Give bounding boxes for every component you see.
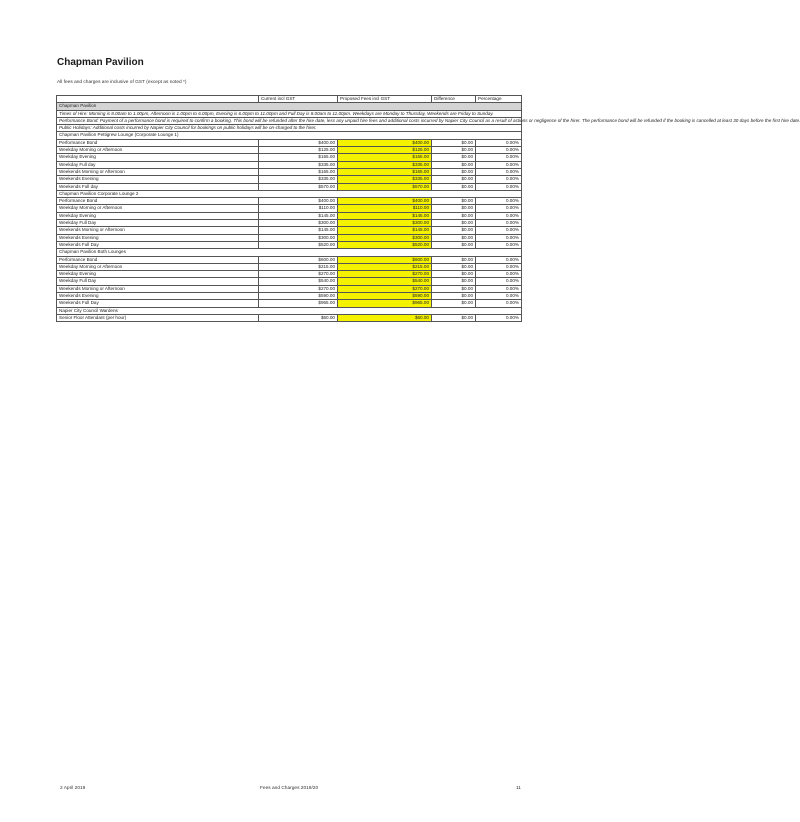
fee-label-cell: Senior Floor Attendant (per hour) bbox=[57, 314, 259, 321]
header-description bbox=[57, 96, 259, 103]
fee-label-cell: Weekday Evening bbox=[57, 212, 259, 219]
fee-label-cell: Weekday Full Day bbox=[57, 278, 259, 285]
public-holidays-note: Public Holidays: Additional costs incurred by Napier City Council for bookings on public holidays will be on-charged to the hirer. bbox=[57, 125, 522, 132]
fee-label-cell: Performance Bond bbox=[57, 198, 259, 205]
percentage-cell: 0.00% bbox=[476, 241, 522, 248]
table-row bbox=[57, 154, 522, 161]
current-fee-cell: $335.00 bbox=[259, 176, 338, 183]
difference-cell: $0.00 bbox=[432, 234, 476, 241]
group-header-row bbox=[57, 190, 522, 197]
current-fee-cell: $60.00 bbox=[259, 314, 338, 321]
fee-label-cell: Weekday Evening bbox=[57, 271, 259, 278]
group-header-row bbox=[57, 132, 522, 139]
table-row bbox=[57, 300, 522, 307]
percentage-cell: 0.00% bbox=[476, 147, 522, 154]
group-title: Chapman Pavilion Corporate Lounge 2 bbox=[57, 190, 522, 197]
difference-cell: $0.00 bbox=[432, 220, 476, 227]
gst-note: All fees and charges are inclusive of GST (except as noted *) bbox=[57, 80, 187, 85]
proposed-fee-cell: $335.00 bbox=[338, 176, 432, 183]
difference-cell: $0.00 bbox=[432, 161, 476, 168]
table-row bbox=[57, 139, 522, 146]
fee-label-cell: Weekends Evening bbox=[57, 293, 259, 300]
fee-label-cell: Weekends Morning or Afternoon bbox=[57, 168, 259, 175]
current-fee-cell: $400.00 bbox=[259, 139, 338, 146]
table-row bbox=[57, 212, 522, 219]
percentage-cell: 0.00% bbox=[476, 168, 522, 175]
group-title: Chapman Pavilion Pettigrew Lounge (Corporate Lounge 1) bbox=[57, 132, 522, 139]
hire-times-note: Times of Hire: Morning is 8.00am to 1.00pm, Afternoon is 1.00pm to 6.00pm, Evening is 6.00pm to 11.00pm and Full Day is 8.00am to 11.00pm. Weekdays are Monday to Thursday, Weekends are Friday to Sunday. bbox=[57, 110, 522, 117]
group-title: Napier City Council Wardens bbox=[57, 307, 522, 314]
percentage-cell: 0.00% bbox=[476, 161, 522, 168]
proposed-fee-cell: $300.00 bbox=[338, 220, 432, 227]
fee-label-cell: Weekday Evening bbox=[57, 154, 259, 161]
percentage-cell: 0.00% bbox=[476, 220, 522, 227]
table-row bbox=[57, 314, 522, 321]
percentage-cell: 0.00% bbox=[476, 263, 522, 270]
difference-cell: $0.00 bbox=[432, 278, 476, 285]
table-row bbox=[57, 293, 522, 300]
percentage-cell: 0.00% bbox=[476, 278, 522, 285]
difference-cell: $0.00 bbox=[432, 293, 476, 300]
current-fee-cell: $590.00 bbox=[259, 293, 338, 300]
percentage-cell: 0.00% bbox=[476, 234, 522, 241]
table-row bbox=[57, 263, 522, 270]
current-fee-cell: $300.00 bbox=[259, 234, 338, 241]
proposed-fee-cell: $145.00 bbox=[338, 212, 432, 219]
current-fee-cell: $400.00 bbox=[259, 198, 338, 205]
current-fee-cell: $270.00 bbox=[259, 271, 338, 278]
table-row bbox=[57, 183, 522, 190]
fee-label-cell: Weekends Morning or Afternoon bbox=[57, 227, 259, 234]
proposed-fee-cell: $110.00 bbox=[338, 205, 432, 212]
proposed-fee-cell: $300.00 bbox=[338, 234, 432, 241]
table-row bbox=[57, 227, 522, 234]
footer-page-number: 11 bbox=[516, 786, 521, 791]
header-percentage: Percentage bbox=[476, 96, 522, 103]
percentage-cell: 0.00% bbox=[476, 300, 522, 307]
current-fee-cell: $110.00 bbox=[259, 205, 338, 212]
percentage-cell: 0.00% bbox=[476, 176, 522, 183]
current-fee-cell: $125.00 bbox=[259, 147, 338, 154]
group-header-row bbox=[57, 307, 522, 314]
footer-date: 2 April 2019 bbox=[60, 786, 86, 791]
table-row bbox=[57, 256, 522, 263]
footer-document-title: Fees and Charges 2019/20 bbox=[260, 786, 319, 791]
current-fee-cell: $600.00 bbox=[259, 256, 338, 263]
difference-cell: $0.00 bbox=[432, 183, 476, 190]
fee-label-cell: Weekday Morning or Afternoon bbox=[57, 205, 259, 212]
percentage-cell: 0.00% bbox=[476, 139, 522, 146]
fee-label-cell: Weekends Morning or Afternoon bbox=[57, 285, 259, 292]
fee-label-cell: Performance Bond bbox=[57, 256, 259, 263]
current-fee-cell: $215.00 bbox=[259, 263, 338, 270]
difference-cell: $0.00 bbox=[432, 139, 476, 146]
table-row bbox=[57, 278, 522, 285]
difference-cell: $0.00 bbox=[432, 271, 476, 278]
group-header-row bbox=[57, 249, 522, 256]
performance-bond-note: Performance Bond: Payment of a performance bond is required to confirm a booking. This bond will be refunded after the hire date, less any unpaid hire fees and additional costs incurred by Napier City Council as a result of actions or negligence of the hirer. The performance bond will be refunded if the booking is cancelled at least 30 days before the first hire date. bbox=[57, 117, 522, 124]
difference-cell: $0.00 bbox=[432, 256, 476, 263]
difference-cell: $0.00 bbox=[432, 198, 476, 205]
difference-cell: $0.00 bbox=[432, 300, 476, 307]
table-row bbox=[57, 198, 522, 205]
proposed-fee-cell: $400.00 bbox=[338, 198, 432, 205]
percentage-cell: 0.00% bbox=[476, 271, 522, 278]
percentage-cell: 0.00% bbox=[476, 256, 522, 263]
proposed-fee-cell: $270.00 bbox=[338, 271, 432, 278]
table-row bbox=[57, 271, 522, 278]
proposed-fee-cell: $520.00 bbox=[338, 241, 432, 248]
info-row bbox=[57, 110, 522, 117]
table-row bbox=[57, 220, 522, 227]
percentage-cell: 0.00% bbox=[476, 198, 522, 205]
proposed-fee-cell: $215.00 bbox=[338, 263, 432, 270]
percentage-cell: 0.00% bbox=[476, 212, 522, 219]
table-row bbox=[57, 241, 522, 248]
proposed-fee-cell: $60.00 bbox=[338, 314, 432, 321]
fee-label-cell: Weekends Evening bbox=[57, 176, 259, 183]
current-fee-cell: $165.00 bbox=[259, 154, 338, 161]
proposed-fee-cell: $600.00 bbox=[338, 256, 432, 263]
difference-cell: $0.00 bbox=[432, 314, 476, 321]
fee-label-cell: Performance Bond bbox=[57, 139, 259, 146]
current-fee-cell: $570.00 bbox=[259, 183, 338, 190]
percentage-cell: 0.00% bbox=[476, 285, 522, 292]
proposed-fee-cell: $165.00 bbox=[338, 168, 432, 175]
difference-cell: $0.00 bbox=[432, 168, 476, 175]
proposed-fee-cell: $125.00 bbox=[338, 147, 432, 154]
fee-label-cell: Weekday Morning or Afternoon bbox=[57, 147, 259, 154]
table-row bbox=[57, 168, 522, 175]
fee-label-cell: Weekends Full Day bbox=[57, 241, 259, 248]
current-fee-cell: $165.00 bbox=[259, 168, 338, 175]
difference-cell: $0.00 bbox=[432, 241, 476, 248]
proposed-fee-cell: $570.00 bbox=[338, 183, 432, 190]
proposed-fee-cell: $590.00 bbox=[338, 293, 432, 300]
percentage-cell: 0.00% bbox=[476, 154, 522, 161]
fee-label-cell: Weekends Full Day bbox=[57, 300, 259, 307]
header-proposed: Proposed Fees incl GST bbox=[338, 96, 432, 103]
table-header-row bbox=[57, 96, 522, 103]
info-row bbox=[57, 117, 522, 124]
fee-label-cell: Weekends Full day bbox=[57, 183, 259, 190]
fee-label-cell: Weekday Full Day bbox=[57, 220, 259, 227]
table-row bbox=[57, 147, 522, 154]
difference-cell: $0.00 bbox=[432, 212, 476, 219]
current-fee-cell: $145.00 bbox=[259, 227, 338, 234]
table-row bbox=[57, 176, 522, 183]
header-current: Current incl GST bbox=[259, 96, 338, 103]
table-row bbox=[57, 205, 522, 212]
difference-cell: $0.00 bbox=[432, 285, 476, 292]
page-title: Chapman Pavilion bbox=[57, 57, 144, 68]
fees-table bbox=[56, 95, 800, 322]
percentage-cell: 0.00% bbox=[476, 227, 522, 234]
proposed-fee-cell: $965.00 bbox=[338, 300, 432, 307]
fee-label-cell: Weekends Evening bbox=[57, 234, 259, 241]
difference-cell: $0.00 bbox=[432, 227, 476, 234]
proposed-fee-cell: $270.00 bbox=[338, 285, 432, 292]
percentage-cell: 0.00% bbox=[476, 205, 522, 212]
current-fee-cell: $540.00 bbox=[259, 278, 338, 285]
difference-cell: $0.00 bbox=[432, 263, 476, 270]
proposed-fee-cell: $335.00 bbox=[338, 161, 432, 168]
percentage-cell: 0.00% bbox=[476, 183, 522, 190]
difference-cell: $0.00 bbox=[432, 154, 476, 161]
proposed-fee-cell: $400.00 bbox=[338, 139, 432, 146]
percentage-cell: 0.00% bbox=[476, 293, 522, 300]
current-fee-cell: $965.00 bbox=[259, 300, 338, 307]
fee-label-cell: Weekday Full day bbox=[57, 161, 259, 168]
difference-cell: $0.00 bbox=[432, 147, 476, 154]
difference-cell: $0.00 bbox=[432, 176, 476, 183]
table-row bbox=[57, 161, 522, 168]
proposed-fee-cell: $145.00 bbox=[338, 227, 432, 234]
current-fee-cell: $145.00 bbox=[259, 212, 338, 219]
current-fee-cell: $270.00 bbox=[259, 285, 338, 292]
difference-cell: $0.00 bbox=[432, 205, 476, 212]
current-fee-cell: $300.00 bbox=[259, 220, 338, 227]
info-row bbox=[57, 125, 522, 132]
section-header-row bbox=[57, 103, 522, 110]
section-title: Chapman Pavilion bbox=[57, 103, 522, 110]
header-difference: Difference bbox=[432, 96, 476, 103]
fee-label-cell: Weekday Morning or Afternoon bbox=[57, 263, 259, 270]
percentage-cell: 0.00% bbox=[476, 314, 522, 321]
table-row bbox=[57, 285, 522, 292]
current-fee-cell: $520.00 bbox=[259, 241, 338, 248]
proposed-fee-cell: $540.00 bbox=[338, 278, 432, 285]
current-fee-cell: $335.00 bbox=[259, 161, 338, 168]
group-title: Chapman Pavilion Both Lounges bbox=[57, 249, 522, 256]
proposed-fee-cell: $165.00 bbox=[338, 154, 432, 161]
table-row bbox=[57, 234, 522, 241]
